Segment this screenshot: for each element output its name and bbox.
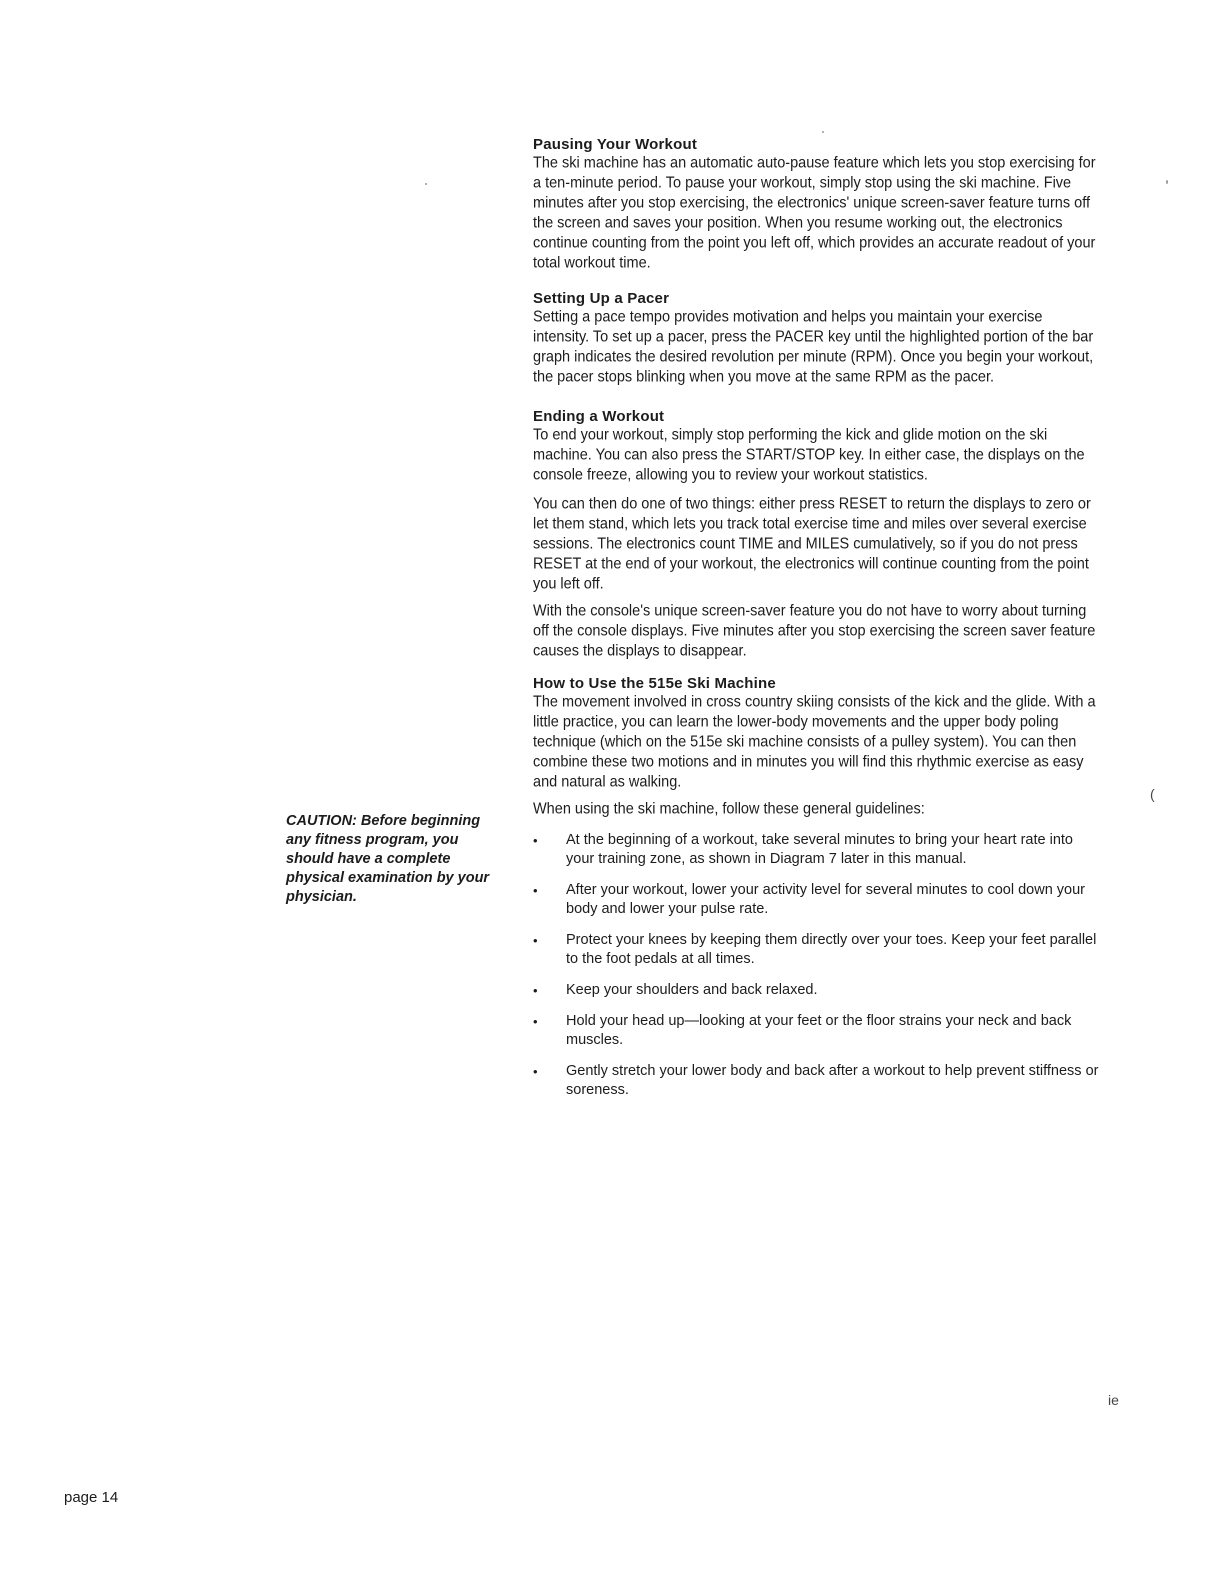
section-setting-up-a-pacer — [533, 290, 1101, 384]
scan-speck — [425, 183, 427, 185]
bullet-icon: • — [533, 1014, 538, 1029]
section-ending-a-workout — [533, 408, 1101, 659]
guideline-item — [533, 831, 1101, 869]
guideline-text: Hold your head up—looking at your feet or the floor strains your neck and back muscles. — [566, 1013, 1072, 1048]
guideline-item — [533, 981, 1101, 1000]
guideline-item — [533, 931, 1101, 969]
section-paragraph: The movement involved in cross country skiing consists of the kick and the glide. With a little practice, you can learn the lower-body movements and the upper body poling technique (which on the 515e ski machine consists of a pulley system). You can then combine these two motions and in minutes you will find this rhythmic exercise as easy and natural as walking. — [533, 694, 1096, 791]
guidelines-list — [533, 831, 1101, 1100]
bullet-icon: • — [533, 883, 538, 898]
bullet-icon: • — [533, 1064, 538, 1079]
guideline-text: Keep your shoulders and back relaxed. — [566, 982, 818, 998]
main-column — [533, 136, 1101, 1112]
guideline-item — [533, 881, 1101, 919]
guideline-text: After your workout, lower your activity level for several minutes to cool down your body and lower your pulse rate. — [566, 882, 1085, 917]
guideline-text: Protect your knees by keeping them directly over your toes. Keep your feet parallel to the foot pedals at all times. — [566, 932, 1097, 967]
section-paragraph: Setting a pace tempo provides motivation and helps you maintain your exercise intensity. To set up a pacer, press the PACER key until the highlighted portion of the bar graph indicates the desired revolution per minute (RPM). Once you begin your workout, the pacer stops blinking when you move at the same RPM as the pacer. — [533, 309, 1094, 386]
guideline-text: Gently stretch your lower body and back after a workout to help prevent stiffness or soreness. — [566, 1063, 1099, 1098]
section-how-to-use-ski-machine — [533, 675, 1101, 1100]
section-paragraph: With the console's unique screen-saver feature you do not have to worry about turning off the console displays. Five minutes after you stop exercising the screen saver feature causes the displays to disappear. — [533, 603, 1096, 660]
bullet-icon: • — [533, 833, 538, 848]
guideline-item — [533, 1012, 1101, 1050]
section-heading: Pausing Your Workout — [533, 136, 698, 153]
section-paragraph: To end your workout, simply stop performing the kick and glide motion on the ski machine. You can also press the START/STOP key. In either case, the displays on the console freeze, allowing you to review your workout statistics. — [533, 427, 1085, 484]
section-heading: How to Use the 515e Ski Machine — [533, 675, 776, 692]
section-heading: Ending a Workout — [533, 408, 665, 425]
guideline-item — [533, 1062, 1101, 1100]
scan-artifact-paren: ( — [1150, 786, 1155, 802]
bullet-icon: • — [533, 933, 538, 948]
caution-note: CAUTION: Before beginning any fitness program, you should have a complete physical examination by your physician. — [286, 813, 490, 905]
bullet-icon: • — [533, 983, 538, 998]
guideline-text: At the beginning of a workout, take several minutes to bring your heart rate into your training zone, as shown in Diagram 7 later in this manual. — [566, 832, 1073, 867]
section-paragraph: The ski machine has an automatic auto-pause feature which lets you stop exercising for a ten-minute period. To pause your workout, simply stop using the ski machine. Five minutes after you stop exercising, the electronics' unique screen-saver feature turns off the screen and saves your position. When you resume working out, the electronics continue counting from the point you left off, which provides an accurate readout of your total workout time. — [533, 155, 1096, 272]
scan-speck — [1166, 180, 1168, 184]
page-number: page 14 — [64, 1489, 119, 1506]
section-heading: Setting Up a Pacer — [533, 290, 670, 307]
scan-speck — [822, 131, 824, 133]
section-paragraph: You can then do one of two things: either press RESET to return the displays to zero or let them stand, which lets you track total exercise time and miles over several exercise sessions. The electronics count TIME and MILES cumulatively, so if you do not press RESET at the end of your workout, the electronics will continue counting from the point you left off. — [533, 496, 1091, 593]
section-pausing-your-workout — [533, 136, 1101, 272]
section-paragraph: When using the ski machine, follow these general guidelines: — [533, 801, 925, 818]
scan-artifact-text: ie — [1108, 1392, 1119, 1408]
